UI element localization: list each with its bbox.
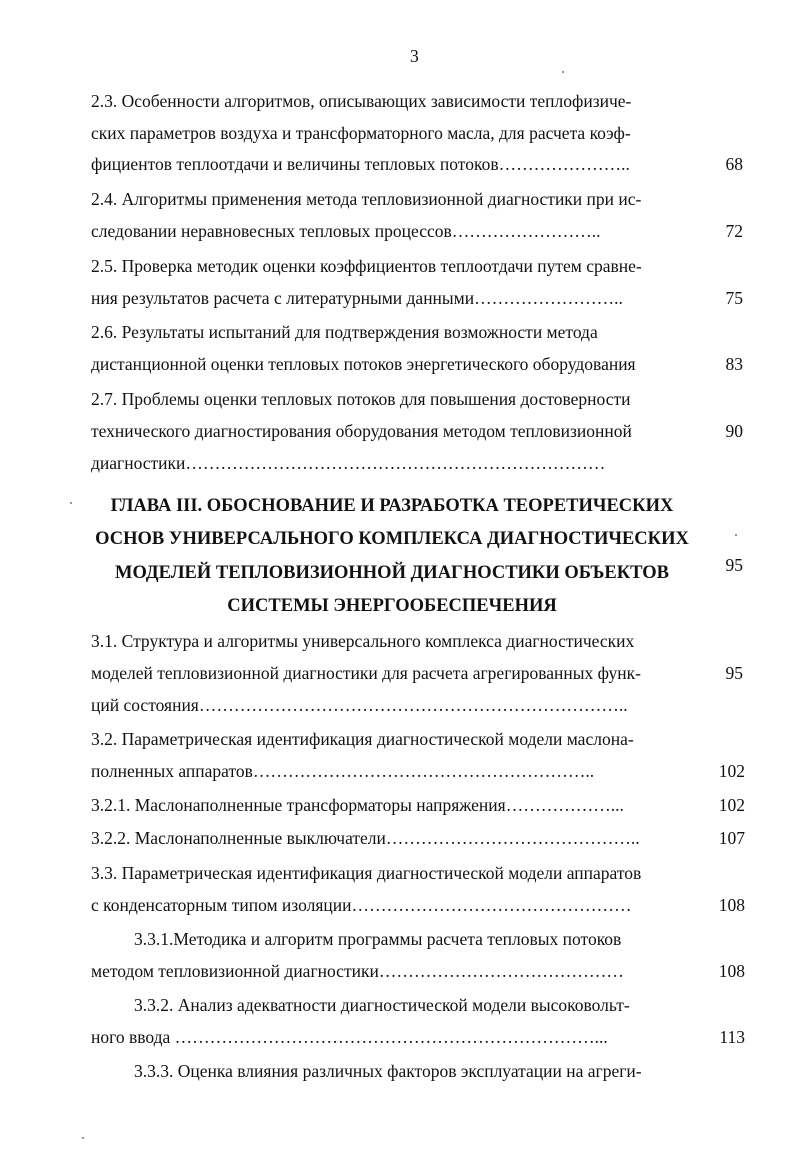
- toc-entry-3-1-line-1: 3.1. Структура и алгоритмы универсального комплекса диагностических: [91, 631, 635, 651]
- toc-entry-2-7-line-1: 2.7. Проблемы оценки тепловых потоков для повышения достоверности: [91, 389, 631, 409]
- toc-entry-3-1-line-3: ций состояния………………………………………………………………..: [91, 695, 628, 715]
- toc-entry-2-4-line-2: следовании неравновесных тепловых процессов……………………..: [91, 221, 601, 241]
- toc-entry-2-7-line-2: технического диагностирования оборудования методом тепловизионной: [91, 421, 632, 441]
- toc-page-3-2-2: 107: [718, 828, 745, 848]
- toc-entry-2-3-line-3: фициентов теплоотдачи и величины тепловых потоков…………………..: [91, 154, 630, 174]
- toc-entry-2-5-line-1: 2.5. Проверка методик оценки коэффициентов теплоотдачи путем сравне-: [91, 256, 642, 276]
- scan-speck: [70, 502, 72, 504]
- toc-page-3-1: 95: [725, 663, 743, 683]
- scan-speck: [562, 71, 564, 73]
- toc-entry-3-3-line-1: 3.3. Параметрическая идентификация диагностической модели аппаратов: [91, 863, 642, 883]
- toc-page-2-5: 75: [725, 288, 743, 308]
- chapter-heading-line-1: ГЛАВА III. ОБОСНОВАНИЕ И РАЗРАБОТКА ТЕОРЕТИЧЕСКИХ: [110, 496, 674, 516]
- toc-page-3-2: 102: [718, 761, 745, 781]
- toc-entry-3-3-3-line-1: 3.3.3. Оценка влияния различных факторов эксплуатации на агреги-: [134, 1061, 642, 1081]
- toc-entry-2-3-line-1: 2.3. Особенности алгоритмов, описывающих зависимости теплофизиче-: [91, 91, 632, 111]
- toc-entry-3-2-line-2: полненных аппаратов…………………………………………………..: [91, 761, 595, 781]
- chapter-heading-line-2: ОСНОВ УНИВЕРСАЛЬНОГО КОМПЛЕКСА ДИАГНОСТИЧЕСКИХ: [95, 529, 689, 549]
- toc-page-2-6: 83: [725, 354, 743, 374]
- chapter-heading-line-3: МОДЕЛЕЙ ТЕПЛОВИЗИОННОЙ ДИАГНОСТИКИ ОБЪЕКТОВ: [114, 563, 669, 583]
- toc-entry-3-2-line-1: 3.2. Параметрическая идентификация диагностической модели маслона-: [91, 729, 634, 749]
- toc-page-2-4: 72: [725, 221, 743, 241]
- toc-page-2-7: 90: [725, 421, 743, 441]
- page-number: 3: [410, 46, 419, 66]
- toc-page-3-3-1: 108: [718, 961, 745, 981]
- toc-entry-3-3-1-line-2: методом тепловизионной диагностики……………………………………: [91, 961, 624, 981]
- toc-entry-2-6-line-1: 2.6. Результаты испытаний для подтверждения возможности метода: [91, 322, 598, 342]
- toc-entry-3-3-line-2: с конденсаторным типом изоляции…………………………………………: [91, 895, 632, 915]
- toc-entry-3-3-2-line-2: ного ввода ………………………………………………………………...: [91, 1027, 608, 1047]
- scan-speck: [735, 534, 737, 536]
- toc-entry-3-3-2-line-1: 3.3.2. Анализ адекватности диагностической модели высоковольт-: [134, 995, 630, 1015]
- toc-entry-3-1-line-2: моделей тепловизионной диагностики для расчета агрегированных функ-: [91, 663, 641, 683]
- toc-entry-2-4-line-1: 2.4. Алгоритмы применения метода тепловизионной диагностики при ис-: [91, 189, 642, 209]
- chapter-heading-line-4: СИСТЕМЫ ЭНЕРГООБЕСПЕЧЕНИЯ: [227, 596, 557, 616]
- toc-page-3-3-2: 113: [719, 1027, 745, 1047]
- toc-page-3-3: 108: [718, 895, 745, 915]
- toc-entry-3-2-1: 3.2.1. Маслонаполненные трансформаторы напряжения………………...: [91, 795, 624, 815]
- toc-entry-2-7-line-3: диагностики………………………………………………………………: [91, 453, 606, 473]
- toc-entry-3-3-1-line-1: 3.3.1.Методика и алгоритм программы расчета тепловых потоков: [134, 929, 622, 949]
- toc-entry-2-3-line-2: ских параметров воздуха и трансформаторного масла, для расчета коэф-: [91, 123, 631, 143]
- chapter-page: 95: [725, 555, 743, 575]
- toc-entry-3-2-2: 3.2.2. Маслонаполненные выключатели……………………………………..: [91, 828, 640, 848]
- toc-entry-2-5-line-2: ния результатов расчета с литературными данными……………………..: [91, 288, 623, 308]
- scan-speck: [82, 1137, 84, 1139]
- toc-page-3-2-1: 102: [718, 795, 745, 815]
- toc-page-2-3: 68: [725, 154, 743, 174]
- toc-entry-2-6-line-2: дистанционной оценки тепловых потоков энергетического оборудования: [91, 354, 636, 374]
